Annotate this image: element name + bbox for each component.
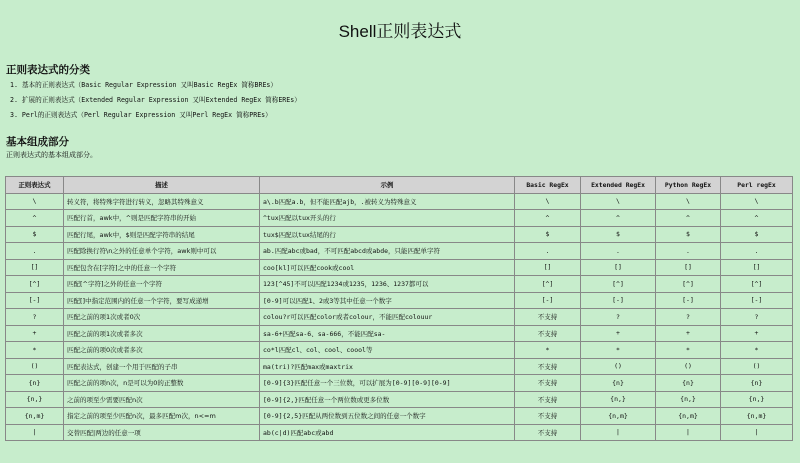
extended-regex-cell: {n,m} [581, 408, 656, 425]
regex-class-list [10, 78, 301, 122]
description-cell: 匹配包含在[字符]之中的任意一个字符 [64, 259, 260, 276]
basic-regex-cell: 不支持 [515, 325, 581, 342]
example-cell: [0-9]{3}匹配任意一个三位数，可以扩展为[0-9][0-9][0-9] [260, 375, 515, 392]
python-regex-cell: {n,m} [656, 408, 721, 425]
basic-regex-cell: $ [515, 226, 581, 243]
basic-regex-cell: 不支持 [515, 309, 581, 326]
example-cell: coo[kl]可以匹配cook或cool [260, 259, 515, 276]
example-cell: [0-9]可以匹配1、2或3等其中任意一个数字 [260, 292, 515, 309]
column-header: 正则表达式 [6, 177, 64, 194]
regex-cell: $ [6, 226, 64, 243]
regex-cell: ? [6, 309, 64, 326]
basic-regex-cell: 不支持 [515, 358, 581, 375]
list-item: 3. Perl的正则表达式（Perl Regular Expression 又叫Perl RegEx 简称PREs） [10, 110, 272, 119]
basic-regex-cell: \ [515, 193, 581, 210]
example-cell: ^tux匹配以tux开头的行 [260, 210, 515, 227]
regex-cell: [-] [6, 292, 64, 309]
description-cell: 匹配行尾，awk中，$则是匹配字符串的结尾 [64, 226, 260, 243]
python-regex-cell: + [656, 325, 721, 342]
table-row [6, 424, 793, 441]
python-regex-cell: | [656, 424, 721, 441]
python-regex-cell: ? [656, 309, 721, 326]
description-cell: 匹配之前的项0次或者多次 [64, 342, 260, 359]
regex-cell: [] [6, 259, 64, 276]
description-cell: 匹配之前的项n次，n是可以为0的正整数 [64, 375, 260, 392]
perl-regex-cell: ^ [721, 210, 793, 227]
extended-regex-cell: ? [581, 309, 656, 326]
table-row [6, 292, 793, 309]
example-cell: sa-6+匹配sa-6、sa-666，不能匹配sa- [260, 325, 515, 342]
perl-regex-cell: {n} [721, 375, 793, 392]
table-row [6, 259, 793, 276]
description-cell: 匹配[^字符]之外的任意一个字符 [64, 276, 260, 293]
list-item: 2. 扩展的正则表达式（Extended Regular Expression 又叫Extended RegEx 简称EREs） [10, 95, 301, 104]
extended-regex-cell: [^] [581, 276, 656, 293]
description-cell: 匹配表达式，创建一个用于匹配的子串 [64, 358, 260, 375]
basic-regex-cell: [-] [515, 292, 581, 309]
table-row [6, 226, 793, 243]
perl-regex-cell: {n,m} [721, 408, 793, 425]
perl-regex-cell: \ [721, 193, 793, 210]
table-row [6, 391, 793, 408]
extended-regex-cell: () [581, 358, 656, 375]
perl-regex-cell: | [721, 424, 793, 441]
column-header: Perl regEx [721, 177, 793, 194]
perl-regex-cell: [] [721, 259, 793, 276]
section-heading-components: 基本组成部分 [6, 136, 69, 148]
regex-cell: . [6, 243, 64, 260]
basic-regex-cell: 不支持 [515, 408, 581, 425]
perl-regex-cell: . [721, 243, 793, 260]
extended-regex-cell: \ [581, 193, 656, 210]
python-regex-cell: [^] [656, 276, 721, 293]
column-header: 示例 [260, 177, 515, 194]
extended-regex-cell: $ [581, 226, 656, 243]
regex-cell: * [6, 342, 64, 359]
python-regex-cell: {n,} [656, 391, 721, 408]
regex-cell: + [6, 325, 64, 342]
extended-regex-cell: ^ [581, 210, 656, 227]
table-row [6, 358, 793, 375]
basic-regex-cell: . [515, 243, 581, 260]
description-cell: 交替匹配|两边的任意一项 [64, 424, 260, 441]
basic-regex-cell: 不支持 [515, 375, 581, 392]
description-cell: 匹配之前的项1次或者多次 [64, 325, 260, 342]
regex-table [5, 176, 793, 441]
regex-cell: [^] [6, 276, 64, 293]
python-regex-cell: \ [656, 193, 721, 210]
extended-regex-cell: * [581, 342, 656, 359]
table-body [6, 193, 793, 441]
example-cell: tux$匹配以tux结尾的行 [260, 226, 515, 243]
table-row [6, 276, 793, 293]
table-row [6, 243, 793, 260]
basic-regex-cell: ^ [515, 210, 581, 227]
extended-regex-cell: | [581, 424, 656, 441]
regex-cell: \ [6, 193, 64, 210]
page-title: Shell正则表达式 [338, 22, 462, 41]
example-cell: [0-9]{2,5}匹配从两位数到五位数之间的任意一个数字 [260, 408, 515, 425]
regex-cell: {n} [6, 375, 64, 392]
perl-regex-cell: $ [721, 226, 793, 243]
regex-cell: {n,m} [6, 408, 64, 425]
python-regex-cell: * [656, 342, 721, 359]
python-regex-cell: [] [656, 259, 721, 276]
column-header: Extended RegEx [581, 177, 656, 194]
example-cell: a\.b匹配a.b，但不能匹配ajb，.被转义为特殊意义 [260, 193, 515, 210]
description-cell: 匹配行首，awk中，^则是匹配字符串的开始 [64, 210, 260, 227]
table-row [6, 375, 793, 392]
extended-regex-cell: . [581, 243, 656, 260]
description-cell: 匹配除换行符\n之外的任意单个字符，awk则中可以 [64, 243, 260, 260]
table-row [6, 309, 793, 326]
basic-regex-cell: [] [515, 259, 581, 276]
regex-cell: {n,} [6, 391, 64, 408]
description-cell: 转义符，将特殊字符进行转义，忽略其特殊意义 [64, 193, 260, 210]
column-header: Basic RegEx [515, 177, 581, 194]
column-header: 描述 [64, 177, 260, 194]
table-row [6, 210, 793, 227]
basic-regex-cell: [^] [515, 276, 581, 293]
extended-regex-cell: [] [581, 259, 656, 276]
example-cell: ma(tri)?匹配max或maxtrix [260, 358, 515, 375]
python-regex-cell: ^ [656, 210, 721, 227]
perl-regex-cell: {n,} [721, 391, 793, 408]
example-cell: ab.匹配abc或bad，不可匹配abcd或abde，只能匹配单字符 [260, 243, 515, 260]
example-cell: [0-9]{2,}匹配任意一个两位数或更多位数 [260, 391, 515, 408]
example-cell: colou?r可以匹配color或者colour，不能匹配colouur [260, 309, 515, 326]
column-header: Python RegEx [656, 177, 721, 194]
extended-regex-cell: {n,} [581, 391, 656, 408]
description-cell: 之前的项至少需要匹配n次 [64, 391, 260, 408]
perl-regex-cell: * [721, 342, 793, 359]
perl-regex-cell: + [721, 325, 793, 342]
regex-cell: | [6, 424, 64, 441]
description-cell: 匹配[]中指定范围内的任意一个字符，要写成递增 [64, 292, 260, 309]
perl-regex-cell: [^] [721, 276, 793, 293]
python-regex-cell: () [656, 358, 721, 375]
example-cell: 123[^45]不可以匹配1234或1235，1236、1237都可以 [260, 276, 515, 293]
perl-regex-cell: [-] [721, 292, 793, 309]
basic-regex-cell: 不支持 [515, 424, 581, 441]
regex-cell: ^ [6, 210, 64, 227]
section-heading-classification: 正则表达式的分类 [6, 64, 90, 76]
table-row [6, 342, 793, 359]
example-cell: ab(c|d)匹配abc或abd [260, 424, 515, 441]
section-intro: 正则表达式的基本组成部分。 [6, 151, 97, 159]
extended-regex-cell: {n} [581, 375, 656, 392]
description-cell: 指定之前的项至少匹配n次，最多匹配m次，n<=m [64, 408, 260, 425]
extended-regex-cell: + [581, 325, 656, 342]
list-item: 1. 基本的正则表达式（Basic Regular Expression 又叫Basic RegEx 简称BREs） [10, 81, 277, 89]
python-regex-cell: $ [656, 226, 721, 243]
table-row [6, 408, 793, 425]
regex-cell: () [6, 358, 64, 375]
description-cell: 匹配之前的项1次或者0次 [64, 309, 260, 326]
basic-regex-cell: * [515, 342, 581, 359]
perl-regex-cell: ? [721, 309, 793, 326]
python-regex-cell: [-] [656, 292, 721, 309]
table-row [6, 193, 793, 210]
python-regex-cell: . [656, 243, 721, 260]
table-row [6, 325, 793, 342]
basic-regex-cell: 不支持 [515, 391, 581, 408]
example-cell: co*l匹配cl、col、cool、coool等 [260, 342, 515, 359]
python-regex-cell: {n} [656, 375, 721, 392]
perl-regex-cell: () [721, 358, 793, 375]
table-header-row [6, 177, 793, 194]
extended-regex-cell: [-] [581, 292, 656, 309]
